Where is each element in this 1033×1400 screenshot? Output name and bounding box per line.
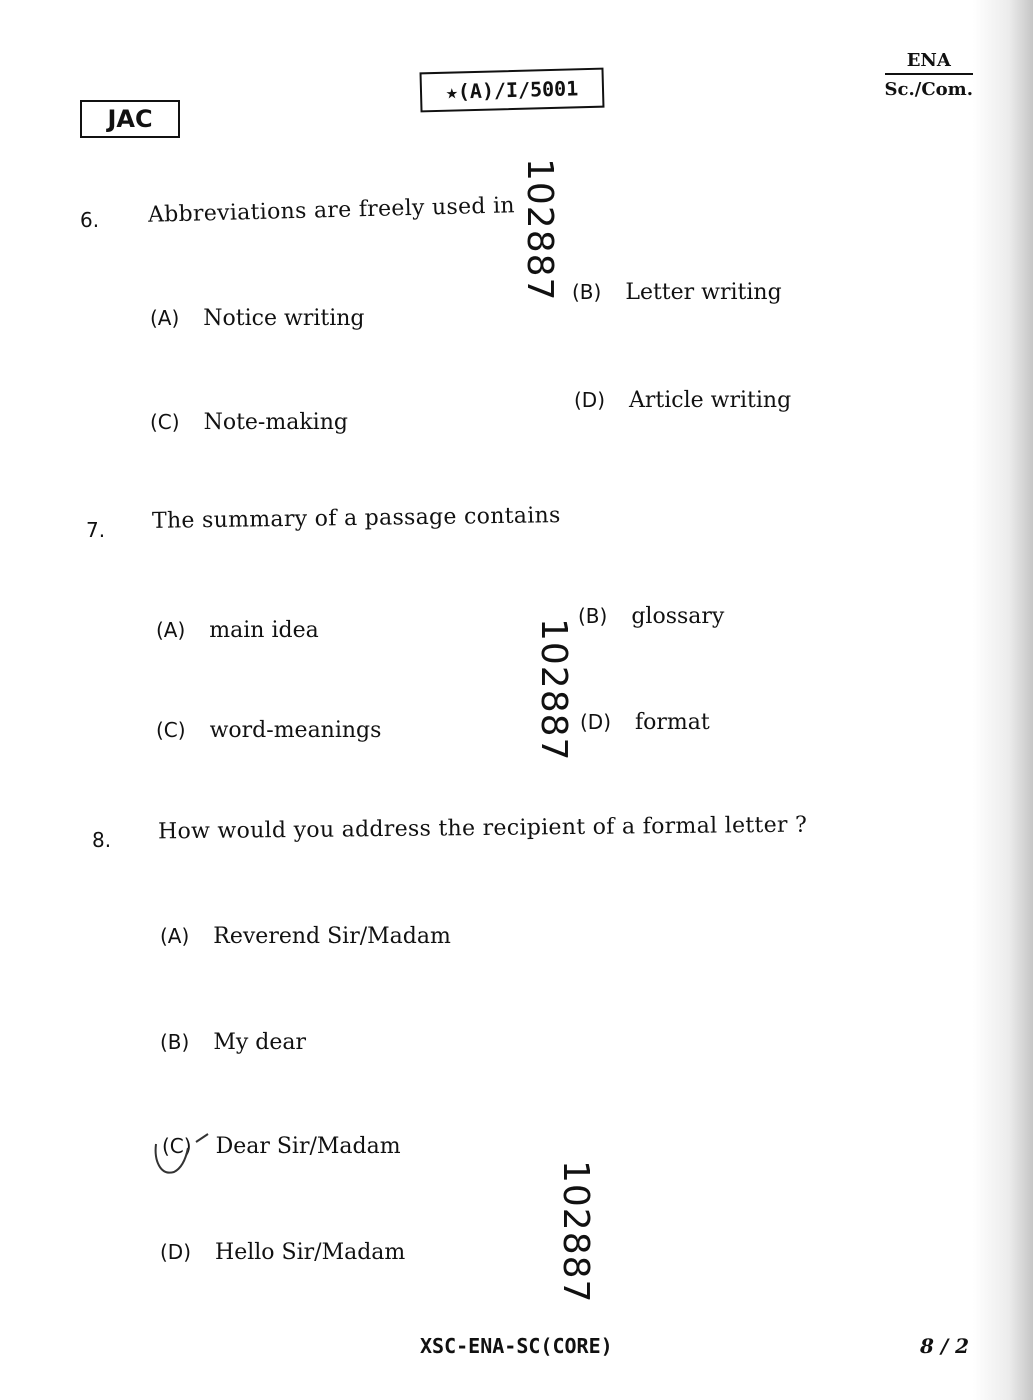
question-number: 8. bbox=[92, 828, 112, 852]
option-text: Hello Sir/Madam bbox=[215, 1240, 406, 1265]
question-text: How would you address the recipient of a formal letter ? bbox=[157, 812, 808, 845]
paper-code-box: ★(A)/I/5001 bbox=[420, 68, 605, 113]
subject-block bbox=[885, 50, 973, 100]
question-number: 7. bbox=[86, 518, 106, 542]
option-label: (C) bbox=[150, 410, 180, 434]
option-b bbox=[578, 604, 724, 629]
page-number: 8 / 2 bbox=[920, 1334, 970, 1358]
option-label: (C) bbox=[156, 718, 186, 742]
option-a bbox=[150, 306, 365, 331]
option-c bbox=[156, 718, 381, 743]
serial-stamp: 102887 bbox=[555, 1160, 596, 1304]
option-label: (C) bbox=[162, 1134, 192, 1158]
option-text: word-meanings bbox=[209, 718, 382, 743]
option-c bbox=[150, 410, 348, 435]
option-label: (B) bbox=[160, 1030, 190, 1054]
option-label: (A) bbox=[150, 306, 180, 330]
stream-label: Sc./Com. bbox=[884, 79, 973, 100]
option-text: Letter writing bbox=[625, 280, 782, 305]
option-text: glossary bbox=[631, 604, 725, 629]
option-text: format bbox=[635, 710, 710, 735]
scan-edge-shadow bbox=[973, 0, 1033, 1400]
option-label: (D) bbox=[580, 710, 612, 734]
question-text: Abbreviations are freely used in bbox=[147, 193, 516, 228]
option-text: Article writing bbox=[629, 388, 792, 413]
answer-tick-mark bbox=[152, 1132, 212, 1182]
option-text: main idea bbox=[209, 618, 319, 643]
option-label: (A) bbox=[160, 924, 190, 948]
subject-code: ENA bbox=[885, 50, 973, 75]
option-text: My dear bbox=[213, 1030, 307, 1055]
option-a bbox=[160, 924, 451, 949]
serial-stamp: 102887 bbox=[519, 158, 560, 302]
option-label: (D) bbox=[574, 388, 606, 412]
serial-stamp: 102887 bbox=[533, 618, 574, 762]
option-d bbox=[580, 710, 710, 735]
option-b bbox=[572, 280, 782, 305]
board-box: JAC bbox=[80, 100, 180, 138]
footer-paper-code: XSC-ENA-SC(CORE) bbox=[420, 1334, 613, 1358]
question-text: The summary of a passage contains bbox=[151, 503, 561, 534]
option-label: (D) bbox=[160, 1240, 192, 1264]
option-d bbox=[160, 1240, 405, 1265]
option-label: (B) bbox=[578, 604, 608, 628]
question-number: 6. bbox=[80, 208, 100, 232]
option-d bbox=[574, 388, 791, 413]
option-text: Note-making bbox=[203, 410, 348, 435]
option-label: (A) bbox=[156, 618, 186, 642]
option-label: (B) bbox=[572, 280, 602, 304]
option-text: Reverend Sir/Madam bbox=[213, 924, 451, 949]
option-text: Notice writing bbox=[203, 306, 365, 331]
option-a bbox=[156, 618, 319, 643]
option-text: Dear Sir/Madam bbox=[215, 1134, 401, 1159]
option-b bbox=[160, 1030, 306, 1055]
